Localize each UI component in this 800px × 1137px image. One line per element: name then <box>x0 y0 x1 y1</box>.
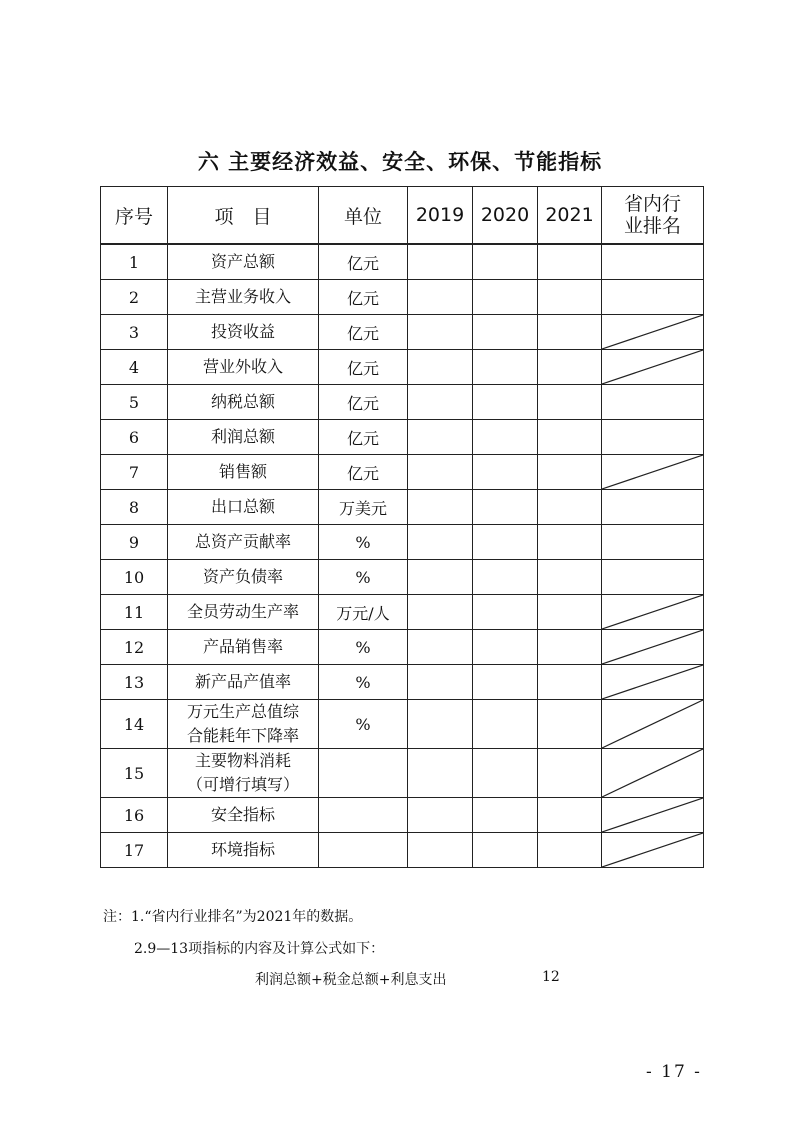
row-rank <box>602 833 704 868</box>
row-rank <box>602 749 704 798</box>
table-row <box>101 560 704 595</box>
row-item-line2: （可增行填写） <box>186 775 299 794</box>
row-item-line2: 合能耗年下降率 <box>186 726 299 745</box>
row-rank <box>602 315 704 350</box>
row-seq: 6 <box>101 420 168 455</box>
row-item-line1: 安全指标 <box>210 805 275 824</box>
row-rank <box>602 385 704 420</box>
row-item <box>168 665 319 700</box>
row-item <box>168 490 319 525</box>
table-row <box>101 595 704 630</box>
row-rank <box>602 280 704 315</box>
row-seq: 15 <box>101 749 168 798</box>
row-item <box>168 420 319 455</box>
row-value-2019 <box>408 560 473 595</box>
note-line-1: 注：1.“省内行业排名”为2021年的数据。 <box>103 909 363 925</box>
row-value-2021 <box>538 560 602 595</box>
row-seq: 13 <box>101 665 168 700</box>
row-value-2019 <box>408 525 473 560</box>
row-rank <box>602 630 704 665</box>
row-value-2019 <box>408 385 473 420</box>
row-value-2020 <box>473 525 538 560</box>
row-value-2020 <box>473 350 538 385</box>
row-item <box>168 525 319 560</box>
row-unit: 亿元 <box>319 244 408 280</box>
table-row <box>101 630 704 665</box>
row-seq: 16 <box>101 798 168 833</box>
row-value-2021 <box>538 525 602 560</box>
table-row <box>101 525 704 560</box>
row-item-line1: 出口总额 <box>210 497 275 516</box>
row-value-2019 <box>408 490 473 525</box>
row-seq: 2 <box>101 280 168 315</box>
row-value-2021 <box>538 455 602 490</box>
row-item <box>168 350 319 385</box>
row-value-2019 <box>408 244 473 280</box>
row-item-line1: 万元生产总值综 <box>186 702 299 721</box>
row-value-2020 <box>473 749 538 798</box>
row-item <box>168 749 319 798</box>
row-value-2021 <box>538 315 602 350</box>
row-item <box>168 595 319 630</box>
diagonal-line <box>602 630 703 664</box>
diagonal-strike <box>602 665 703 699</box>
diagonal-strike <box>602 749 703 797</box>
row-unit: % <box>319 560 408 595</box>
diagonal-strike <box>602 315 703 349</box>
row-seq: 1 <box>101 244 168 280</box>
row-unit: % <box>319 630 408 665</box>
page-title: 六 主要经济效益、安全、环保、节能指标 <box>197 150 603 174</box>
row-item-line1: 投资收益 <box>210 322 275 341</box>
row-seq: 5 <box>101 385 168 420</box>
row-item-line1: 营业外收入 <box>202 357 283 376</box>
table-row <box>101 244 704 280</box>
row-value-2020 <box>473 385 538 420</box>
table-row <box>101 700 704 749</box>
row-rank <box>602 560 704 595</box>
row-rank <box>602 665 704 700</box>
row-unit <box>319 833 408 868</box>
row-seq: 9 <box>101 525 168 560</box>
diagonal-line <box>602 833 703 867</box>
header-seq: 序号 <box>101 187 168 245</box>
table-row <box>101 455 704 490</box>
row-item <box>168 798 319 833</box>
header-rank-line1: 省内行 <box>623 193 681 215</box>
row-value-2020 <box>473 244 538 280</box>
row-value-2021 <box>538 630 602 665</box>
row-item-line1: 利润总额 <box>210 427 275 446</box>
row-value-2020 <box>473 560 538 595</box>
row-seq: 7 <box>101 455 168 490</box>
table-row <box>101 420 704 455</box>
row-rank <box>602 420 704 455</box>
row-seq: 12 <box>101 630 168 665</box>
row-unit: % <box>319 665 408 700</box>
row-item <box>168 385 319 420</box>
row-value-2020 <box>473 455 538 490</box>
row-value-2020 <box>473 490 538 525</box>
diagonal-strike <box>602 630 703 664</box>
diagonal-line <box>602 749 703 797</box>
header-unit: 单位 <box>319 187 408 245</box>
diagonal-line <box>602 595 703 629</box>
diagonal-line <box>602 665 703 699</box>
row-unit: 万元/人 <box>319 595 408 630</box>
row-item <box>168 560 319 595</box>
row-unit: % <box>319 525 408 560</box>
row-value-2021 <box>538 700 602 749</box>
row-rank <box>602 700 704 749</box>
row-value-2019 <box>408 630 473 665</box>
row-rank <box>602 595 704 630</box>
row-value-2021 <box>538 595 602 630</box>
row-value-2020 <box>473 665 538 700</box>
row-seq: 14 <box>101 700 168 749</box>
row-item-line1: 资产总额 <box>210 252 275 271</box>
formula-text: 利润总额+税金总额+利息支出 <box>255 972 447 988</box>
row-unit: 亿元 <box>319 280 408 315</box>
note-line-2: 2.9—13项指标的内容及计算公式如下： <box>134 941 385 957</box>
row-value-2019 <box>408 700 473 749</box>
row-unit <box>319 749 408 798</box>
row-unit: 亿元 <box>319 385 408 420</box>
row-item-line1: 主营业务收入 <box>194 287 291 306</box>
table-body <box>101 244 704 868</box>
row-value-2019 <box>408 595 473 630</box>
header-rank <box>602 187 704 245</box>
row-unit: % <box>319 700 408 749</box>
row-rank <box>602 455 704 490</box>
table-row <box>101 315 704 350</box>
row-value-2019 <box>408 455 473 490</box>
row-rank <box>602 244 704 280</box>
row-item <box>168 455 319 490</box>
page-number: - 17 - <box>646 1062 702 1082</box>
row-value-2021 <box>538 798 602 833</box>
table-row <box>101 798 704 833</box>
row-value-2021 <box>538 280 602 315</box>
diagonal-strike <box>602 455 703 489</box>
row-value-2019 <box>408 749 473 798</box>
row-item-line1: 全员劳动生产率 <box>186 602 299 621</box>
row-value-2021 <box>538 244 602 280</box>
row-value-2021 <box>538 350 602 385</box>
row-item <box>168 700 319 749</box>
row-value-2021 <box>538 385 602 420</box>
row-rank <box>602 490 704 525</box>
row-value-2019 <box>408 280 473 315</box>
row-value-2020 <box>473 798 538 833</box>
row-seq: 8 <box>101 490 168 525</box>
row-value-2019 <box>408 833 473 868</box>
row-seq: 3 <box>101 315 168 350</box>
row-unit: 亿元 <box>319 420 408 455</box>
diagonal-line <box>602 455 703 489</box>
row-value-2020 <box>473 833 538 868</box>
row-value-2019 <box>408 315 473 350</box>
diagonal-strike <box>602 700 703 748</box>
diagonal-line <box>602 798 703 832</box>
row-unit: 亿元 <box>319 315 408 350</box>
table-header-row <box>101 187 704 245</box>
table-row <box>101 833 704 868</box>
row-value-2019 <box>408 420 473 455</box>
row-value-2021 <box>538 490 602 525</box>
table-row <box>101 490 704 525</box>
row-item <box>168 280 319 315</box>
header-2020: 2020 <box>473 187 538 245</box>
formula-number: 12 <box>542 969 560 985</box>
row-item-line1: 总资产贡献率 <box>194 532 291 551</box>
row-unit: 亿元 <box>319 455 408 490</box>
row-item-line1: 销售额 <box>218 462 267 481</box>
row-seq: 10 <box>101 560 168 595</box>
row-seq: 17 <box>101 833 168 868</box>
row-item-line1: 新产品产值率 <box>194 672 291 691</box>
row-item <box>168 315 319 350</box>
table-row <box>101 385 704 420</box>
diagonal-line <box>602 700 703 748</box>
row-value-2021 <box>538 665 602 700</box>
row-rank <box>602 350 704 385</box>
row-seq: 4 <box>101 350 168 385</box>
row-value-2020 <box>473 700 538 749</box>
diagonal-line <box>602 350 703 384</box>
header-item: 项 目 <box>168 187 319 245</box>
row-value-2020 <box>473 280 538 315</box>
table-row <box>101 749 704 798</box>
row-item <box>168 630 319 665</box>
row-value-2020 <box>473 630 538 665</box>
row-rank <box>602 798 704 833</box>
row-item <box>168 833 319 868</box>
table-row <box>101 280 704 315</box>
row-item <box>168 244 319 280</box>
row-unit <box>319 798 408 833</box>
row-unit: 亿元 <box>319 350 408 385</box>
header-2019: 2019 <box>408 187 473 245</box>
table-row <box>101 665 704 700</box>
row-seq: 11 <box>101 595 168 630</box>
row-item-line1: 资产负债率 <box>202 567 283 586</box>
diagonal-strike <box>602 798 703 832</box>
row-item-line1: 主要物料消耗 <box>194 751 291 770</box>
row-value-2020 <box>473 595 538 630</box>
row-value-2019 <box>408 350 473 385</box>
diagonal-line <box>602 315 703 349</box>
row-value-2019 <box>408 798 473 833</box>
indicator-table <box>100 186 704 868</box>
row-value-2021 <box>538 749 602 798</box>
row-value-2021 <box>538 420 602 455</box>
diagonal-strike <box>602 595 703 629</box>
row-value-2019 <box>408 665 473 700</box>
header-rank-line2: 业排名 <box>623 215 681 237</box>
row-item-line1: 产品销售率 <box>202 637 283 656</box>
row-value-2020 <box>473 315 538 350</box>
diagonal-strike <box>602 350 703 384</box>
row-unit: 万美元 <box>319 490 408 525</box>
row-value-2020 <box>473 420 538 455</box>
table-row <box>101 350 704 385</box>
diagonal-strike <box>602 833 703 867</box>
row-value-2021 <box>538 833 602 868</box>
row-rank <box>602 525 704 560</box>
row-item-line1: 纳税总额 <box>210 392 275 411</box>
header-2021: 2021 <box>538 187 602 245</box>
row-item-line1: 环境指标 <box>210 840 275 859</box>
